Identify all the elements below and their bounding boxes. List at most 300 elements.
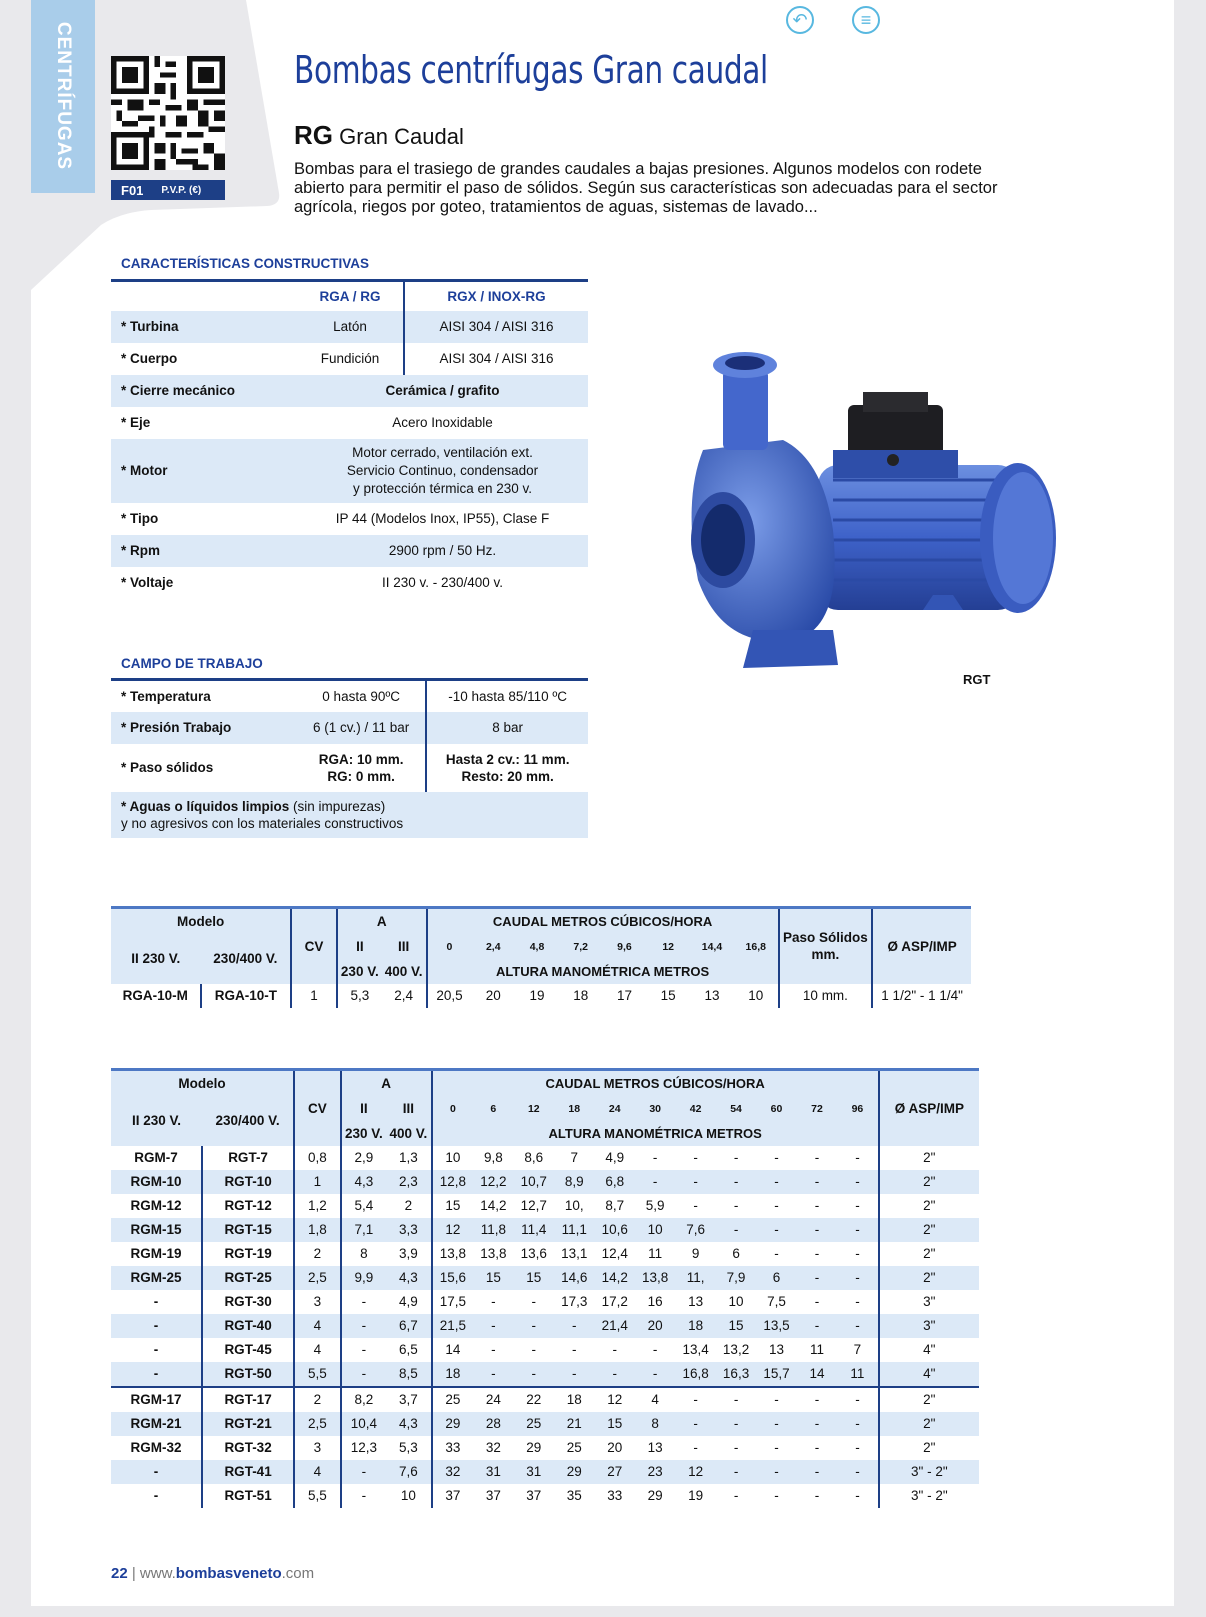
table-cell: 2" bbox=[879, 1387, 979, 1412]
table-cell: - bbox=[774, 1464, 779, 1479]
table-cell: 10 bbox=[728, 1294, 744, 1309]
table-cell: - bbox=[733, 1174, 739, 1189]
table-cell: - bbox=[153, 1342, 159, 1357]
table-cell: 32 bbox=[432, 1460, 473, 1484]
table-cell: 20 bbox=[485, 988, 501, 1003]
turbina-rgx: AISI 304 / AISI 316 bbox=[404, 311, 588, 343]
table-row bbox=[111, 1290, 979, 1314]
table-cell: RGT-41 bbox=[202, 1460, 294, 1484]
table-cell: 4,3 bbox=[399, 1416, 418, 1431]
table-cell: - bbox=[531, 1318, 537, 1333]
table-cell: 3" - 2" bbox=[879, 1460, 979, 1484]
table-cell: 16 bbox=[647, 1294, 663, 1309]
table-cell: RGM-21 bbox=[130, 1416, 182, 1431]
h-caudal: CAUDAL METROS CÚBICOS/HORA bbox=[427, 908, 779, 934]
table-cell: 2" bbox=[879, 1146, 979, 1170]
flow-4: 9,6 bbox=[603, 934, 647, 960]
table-cell: 2,5 bbox=[294, 1266, 341, 1290]
h2-cv: CV bbox=[294, 1070, 341, 1146]
table-cell: - bbox=[693, 1198, 698, 1213]
flow-header: 12 bbox=[514, 1096, 554, 1122]
table-cell: 7 bbox=[853, 1342, 862, 1357]
table-cell: 15,7 bbox=[763, 1366, 790, 1381]
table-cell: RGM-7 bbox=[134, 1150, 178, 1165]
table-cell: 5,3 bbox=[337, 984, 382, 1008]
h2-asp: Ø ASP/IMP bbox=[879, 1070, 979, 1146]
table-cell: - bbox=[341, 1290, 387, 1314]
cuerpo-rgx: AISI 304 / AISI 316 bbox=[404, 343, 588, 375]
table-cell: 12,4 bbox=[601, 1246, 628, 1261]
table-cell: - bbox=[612, 1342, 617, 1357]
table-row bbox=[111, 1218, 979, 1242]
table-cell: 5,5 bbox=[294, 1484, 341, 1508]
table-cell: 12 bbox=[432, 1218, 473, 1242]
table-cell: - bbox=[774, 1416, 779, 1431]
table-cell: 8,6 bbox=[524, 1150, 544, 1165]
flow-header: 72 bbox=[797, 1096, 837, 1122]
cierre-value: Cerámica / grafito bbox=[385, 383, 500, 398]
table-cell: 20,5 bbox=[427, 984, 472, 1008]
h2-modelo: Modelo bbox=[111, 1070, 294, 1096]
table-cell: 12 bbox=[688, 1464, 704, 1479]
table-cell: 15,6 bbox=[432, 1266, 473, 1290]
table-cell: - bbox=[814, 1318, 820, 1333]
table-cell: 14,2 bbox=[480, 1198, 507, 1213]
table-cell: 33 bbox=[432, 1436, 473, 1460]
table-cell: - bbox=[733, 1150, 739, 1165]
table-cell: - bbox=[693, 1392, 698, 1407]
table-cell: 15 bbox=[660, 988, 676, 1003]
table-cell: - bbox=[572, 1366, 577, 1381]
table-cell: 6,5 bbox=[399, 1342, 418, 1357]
flow-header: 54 bbox=[716, 1096, 756, 1122]
motor-label: * Motor bbox=[121, 463, 168, 478]
voltaje-label: * Voltaje bbox=[121, 575, 174, 590]
table-cell: - bbox=[774, 1198, 779, 1213]
table-cell: 4" bbox=[879, 1362, 979, 1387]
table-row bbox=[111, 1194, 979, 1218]
table-cell: 11 bbox=[850, 1366, 865, 1381]
table-cell: - bbox=[733, 1222, 739, 1237]
url-prefix: www. bbox=[139, 1565, 176, 1582]
table-cell: 2" bbox=[879, 1218, 979, 1242]
temp-v2: -10 hasta 85/110 ºC bbox=[426, 680, 588, 712]
table-cell: 15 bbox=[607, 1416, 623, 1431]
construction-table bbox=[111, 279, 588, 599]
table-cell: - bbox=[652, 1174, 658, 1189]
table-cell: 7,1 bbox=[341, 1218, 387, 1242]
table-cell: - bbox=[774, 1222, 779, 1237]
voltaje-value: II 230 v. - 230/400 v. bbox=[381, 575, 504, 590]
table-cell: 29 bbox=[566, 1464, 582, 1479]
table-cell: - bbox=[153, 1318, 159, 1333]
table-cell: RGT-19 bbox=[202, 1242, 294, 1266]
flow-header: 60 bbox=[756, 1096, 796, 1122]
table-cell: 10, bbox=[564, 1198, 584, 1213]
page-number: 22 bbox=[111, 1565, 128, 1582]
table-cell: 12,7 bbox=[520, 1198, 547, 1213]
subtitle bbox=[294, 120, 464, 151]
table-cell: 3" bbox=[879, 1314, 979, 1338]
table-cell: 21,5 bbox=[432, 1314, 473, 1338]
flow-2: 4,8 bbox=[515, 934, 559, 960]
table-cell: - bbox=[814, 1174, 820, 1189]
table-cell: RGT-40 bbox=[202, 1314, 294, 1338]
table-cell: 17 bbox=[616, 988, 632, 1003]
table-cell: 33 bbox=[607, 1488, 623, 1503]
table-cell: 12,8 bbox=[432, 1170, 473, 1194]
table-cell: - bbox=[652, 1342, 658, 1357]
table-cell: 3" - 2" bbox=[879, 1484, 979, 1508]
table-row bbox=[111, 1146, 979, 1170]
table-cell: - bbox=[572, 1318, 577, 1333]
table-cell: 4 bbox=[294, 1338, 341, 1362]
table-cell: 2,4 bbox=[394, 988, 414, 1003]
table-cell: 11, bbox=[686, 1270, 705, 1285]
table-cell: - bbox=[855, 1198, 860, 1213]
table-cell: - bbox=[774, 1392, 779, 1407]
table-cell: - bbox=[153, 1294, 159, 1309]
page-title: Bombas centrífugas Gran caudal bbox=[294, 48, 768, 92]
table-cell: 8,9 bbox=[564, 1174, 584, 1189]
table-cell: RGA-10-M bbox=[122, 988, 188, 1003]
h-ii: II bbox=[337, 934, 382, 960]
table-cell: - bbox=[733, 1198, 739, 1213]
table-cell: - bbox=[491, 1342, 496, 1357]
table-cell: - bbox=[774, 1246, 779, 1261]
table-cell: - bbox=[341, 1362, 387, 1387]
table-cell: - bbox=[855, 1270, 860, 1285]
table-cell: - bbox=[693, 1174, 698, 1189]
flow-5: 12 bbox=[646, 934, 690, 960]
table-cell: - bbox=[572, 1342, 577, 1357]
table-cell: - bbox=[814, 1222, 820, 1237]
table-cell: 2,3 bbox=[399, 1174, 418, 1189]
h-400v: 400 V. bbox=[382, 960, 427, 984]
table-cell: 10 bbox=[748, 988, 764, 1003]
table-cell: 17,3 bbox=[561, 1294, 588, 1309]
table-cell: RGM-32 bbox=[130, 1440, 182, 1455]
table-cell: 8,7 bbox=[605, 1198, 625, 1213]
table-cell: RGT-12 bbox=[202, 1194, 294, 1218]
table-cell: 23 bbox=[647, 1464, 663, 1479]
h2-230: II 230 V. bbox=[111, 1096, 202, 1146]
table-cell: 2" bbox=[879, 1170, 979, 1194]
table-cell: 2" bbox=[879, 1412, 979, 1436]
table-cell: RGA-10-T bbox=[201, 984, 292, 1008]
table-cell: 17,5 bbox=[432, 1290, 473, 1314]
h-230: II 230 V. bbox=[111, 934, 201, 984]
table-cell: 1 bbox=[294, 1170, 341, 1194]
table-cell: RGT-32 bbox=[202, 1436, 294, 1460]
work-table bbox=[111, 678, 588, 838]
table-cell: RGT-17 bbox=[202, 1387, 294, 1412]
h-asp: Ø ASP/IMP bbox=[872, 908, 971, 984]
table-cell: 4,3 bbox=[399, 1270, 418, 1285]
table-cell: - bbox=[855, 1488, 860, 1503]
turbina-label: * Turbina bbox=[121, 319, 179, 334]
table-cell: 19 bbox=[688, 1488, 704, 1503]
catalog-code: F01 bbox=[121, 182, 144, 198]
table-cell: 7 bbox=[570, 1150, 579, 1165]
table-cell: - bbox=[814, 1270, 820, 1285]
table-cell: RGT-25 bbox=[202, 1266, 294, 1290]
table-cell: 35 bbox=[566, 1488, 582, 1503]
table-cell: 5,9 bbox=[645, 1198, 665, 1213]
eje-value: Acero Inoxidable bbox=[392, 415, 493, 430]
table-cell: 10 bbox=[432, 1146, 473, 1170]
table-row bbox=[111, 984, 971, 1008]
table-cell: 13,8 bbox=[432, 1242, 473, 1266]
table-cell: 13,5 bbox=[763, 1318, 790, 1333]
table-cell: 4 bbox=[294, 1314, 341, 1338]
table-cell: 29 bbox=[647, 1488, 663, 1503]
table-cell: 3" bbox=[879, 1290, 979, 1314]
table-cell: 9,9 bbox=[341, 1266, 387, 1290]
table-cell: 7,6 bbox=[686, 1222, 705, 1237]
table-cell: 14 bbox=[432, 1338, 473, 1362]
table-cell: - bbox=[693, 1150, 698, 1165]
col-rga: RGA / RG bbox=[319, 288, 381, 304]
flow-header: 18 bbox=[554, 1096, 594, 1122]
table-cell: 20 bbox=[607, 1440, 623, 1455]
table-cell: RGM-17 bbox=[130, 1392, 182, 1407]
table-cell: 2" bbox=[879, 1194, 979, 1218]
flow-0: 0 bbox=[427, 934, 472, 960]
table-cell: 13,8 bbox=[642, 1270, 669, 1285]
table-cell: RGT-30 bbox=[202, 1290, 294, 1314]
h2-230v: 230 V. bbox=[341, 1122, 387, 1146]
table-cell: - bbox=[774, 1174, 779, 1189]
h2-400v: 400 V. bbox=[386, 1122, 432, 1146]
back-icon[interactable]: ↶ bbox=[786, 6, 814, 34]
table-cell: 2 bbox=[404, 1198, 413, 1213]
table-cell: - bbox=[814, 1440, 820, 1455]
table-cell: RGT-21 bbox=[202, 1412, 294, 1436]
table-cell: RGT-51 bbox=[202, 1484, 294, 1508]
flow-header: 24 bbox=[594, 1096, 634, 1122]
flow-header: 0 bbox=[432, 1096, 473, 1122]
table-cell: RGT-10 bbox=[202, 1170, 294, 1194]
flow-header: 6 bbox=[473, 1096, 513, 1122]
table-cell: - bbox=[612, 1366, 617, 1381]
table-row bbox=[111, 1338, 979, 1362]
footer: 22 | www.bombasveneto.com bbox=[111, 1565, 315, 1582]
h-iii: III bbox=[382, 934, 427, 960]
table-cell: 2" bbox=[879, 1436, 979, 1460]
url-suffix: .com bbox=[281, 1565, 315, 1582]
table-cell: 31 bbox=[526, 1464, 542, 1479]
tipo-value: IP 44 (Modelos Inox, IP55), Clase F bbox=[335, 511, 550, 526]
table-cell: 0,8 bbox=[294, 1146, 341, 1170]
table-cell: - bbox=[855, 1222, 860, 1237]
table-cell: 10 mm. bbox=[779, 984, 873, 1008]
table-cell: 3,9 bbox=[399, 1246, 418, 1261]
table-cell: - bbox=[774, 1488, 779, 1503]
paso-v1: RGA: 10 mm. RG: 0 mm. bbox=[318, 751, 404, 784]
table-cell: 8,2 bbox=[341, 1387, 387, 1412]
table-cell: 2 bbox=[294, 1387, 341, 1412]
table-cell: - bbox=[153, 1488, 159, 1503]
table-cell: - bbox=[774, 1440, 779, 1455]
table-cell: 13 bbox=[647, 1440, 663, 1455]
table-cell: - bbox=[733, 1392, 739, 1407]
cierre-label: * Cierre mecánico bbox=[121, 383, 236, 398]
table-cell: 29 bbox=[526, 1440, 542, 1455]
work-heading: CAMPO DE TRABAJO bbox=[121, 656, 263, 671]
table-cell: - bbox=[814, 1488, 820, 1503]
table-cell: 7,9 bbox=[726, 1270, 746, 1285]
subtitle-name: Gran Caudal bbox=[339, 124, 464, 149]
table-row bbox=[111, 1266, 979, 1290]
price-label: P.V.P. (€) bbox=[161, 184, 202, 196]
work-note: * Aguas o líquidos limpios (sin impurezas) y no agresivos con los materiales constructivos bbox=[121, 798, 404, 831]
table-row bbox=[111, 1170, 979, 1194]
table-cell: 10,7 bbox=[520, 1174, 547, 1189]
table-cell: 10,4 bbox=[341, 1412, 387, 1436]
table-cell: RGT-7 bbox=[202, 1146, 294, 1170]
flow-7: 16,8 bbox=[734, 934, 779, 960]
table-cell: - bbox=[814, 1150, 820, 1165]
menu-icon[interactable]: ≡ bbox=[852, 6, 880, 34]
table-cell: 37 bbox=[485, 1488, 501, 1503]
table-cell: - bbox=[855, 1174, 860, 1189]
table-cell: 21 bbox=[566, 1416, 582, 1431]
table-cell: 15 bbox=[526, 1270, 542, 1285]
table-cell: 14 bbox=[809, 1366, 825, 1381]
table-cell: - bbox=[855, 1392, 860, 1407]
table-cell: 8 bbox=[341, 1242, 387, 1266]
construction-heading: CARACTERÍSTICAS CONSTRUCTIVAS bbox=[121, 256, 370, 271]
table-cell: 11,8 bbox=[480, 1222, 506, 1237]
table-cell: - bbox=[814, 1198, 820, 1213]
table-cell: 7,5 bbox=[767, 1294, 786, 1309]
table-cell: 5,3 bbox=[399, 1440, 418, 1455]
table-cell: - bbox=[814, 1464, 820, 1479]
table-cell: 8,5 bbox=[399, 1366, 418, 1381]
table-cell: 13,6 bbox=[520, 1246, 547, 1261]
table-cell: 22 bbox=[526, 1392, 542, 1407]
table-cell: - bbox=[733, 1440, 739, 1455]
table-cell: 12,2 bbox=[480, 1174, 507, 1189]
h2-iii: III bbox=[386, 1096, 432, 1122]
table-row bbox=[111, 1484, 979, 1508]
motor-value: Motor cerrado, ventilación ext. Servicio Continuo, condensador y protección térmica en 230 v. bbox=[346, 444, 539, 496]
table-cell: - bbox=[652, 1366, 658, 1381]
table-cell: - bbox=[491, 1366, 496, 1381]
table-cell: 4 bbox=[294, 1460, 341, 1484]
table-cell: 2 bbox=[294, 1242, 341, 1266]
table-cell: 31 bbox=[485, 1464, 501, 1479]
table-row bbox=[111, 1412, 979, 1436]
table-cell: 15 bbox=[728, 1318, 744, 1333]
table-row bbox=[111, 1362, 979, 1387]
table-cell: - bbox=[814, 1416, 820, 1431]
table-cell: - bbox=[855, 1318, 860, 1333]
table-cell: 18 bbox=[566, 1392, 582, 1407]
table-cell: - bbox=[855, 1416, 860, 1431]
table-cell: - bbox=[855, 1150, 860, 1165]
table-cell: - bbox=[153, 1366, 159, 1381]
table-cell: 14,6 bbox=[561, 1270, 588, 1285]
table-cell: 17,2 bbox=[601, 1294, 628, 1309]
table-cell: 3 bbox=[294, 1436, 341, 1460]
table-cell: 8 bbox=[651, 1416, 659, 1431]
h2-400: 230/400 V. bbox=[202, 1096, 294, 1146]
table-cell: 13,4 bbox=[682, 1342, 709, 1357]
table-cell: 15 bbox=[485, 1270, 501, 1285]
table-cell: 10 bbox=[647, 1222, 663, 1237]
flow-1: 2,4 bbox=[471, 934, 515, 960]
table-row bbox=[111, 1387, 979, 1412]
table-cell: 13,2 bbox=[722, 1342, 750, 1357]
table-cell: 18 bbox=[573, 988, 589, 1003]
rpm-value: 2900 rpm / 50 Hz. bbox=[388, 543, 497, 558]
pres-v1: 6 (1 cv.) / 11 bar bbox=[313, 720, 410, 735]
url-domain: bombasveneto bbox=[175, 1565, 282, 1582]
table-cell: 19 bbox=[529, 988, 545, 1003]
spec-table-rgt bbox=[111, 1068, 979, 1508]
h-paso: Paso Sólidos mm. bbox=[779, 908, 873, 984]
table-cell: 10,6 bbox=[601, 1222, 628, 1237]
table-cell: 13,1 bbox=[561, 1246, 588, 1261]
table-cell: 4,9 bbox=[605, 1150, 625, 1165]
h-a: A bbox=[337, 908, 427, 934]
table-cell: - bbox=[652, 1150, 658, 1165]
tipo-label: * Tipo bbox=[121, 511, 159, 526]
table-cell: - bbox=[531, 1294, 537, 1309]
flow-6: 14,4 bbox=[690, 934, 734, 960]
table-cell: 2,5 bbox=[294, 1412, 341, 1436]
table-cell: - bbox=[814, 1392, 820, 1407]
qr-price-tag bbox=[111, 180, 225, 200]
table-cell: 1,3 bbox=[399, 1150, 418, 1165]
table-row bbox=[111, 1460, 979, 1484]
table-cell: 11 bbox=[809, 1342, 824, 1357]
temp-label: * Temperatura bbox=[121, 688, 211, 704]
table-cell: - bbox=[733, 1464, 739, 1479]
table-cell: - bbox=[341, 1484, 387, 1508]
table-cell: - bbox=[855, 1464, 860, 1479]
rpm-label: * Rpm bbox=[121, 543, 161, 558]
table-cell: RGT-50 bbox=[202, 1362, 294, 1387]
table-cell: - bbox=[153, 1464, 159, 1479]
h-230v: 230 V. bbox=[337, 960, 382, 984]
table-cell: 13 bbox=[769, 1342, 785, 1357]
table-cell: 32 bbox=[485, 1440, 501, 1455]
table-cell: - bbox=[531, 1366, 537, 1381]
table-cell: 20 bbox=[647, 1318, 663, 1333]
table-cell: 3,3 bbox=[399, 1222, 418, 1237]
table-cell: - bbox=[693, 1440, 698, 1455]
col-rgx: RGX / INOX-RG bbox=[404, 281, 588, 311]
table-cell: - bbox=[814, 1246, 820, 1261]
table-cell: 5,5 bbox=[294, 1362, 341, 1387]
table-cell: 29 bbox=[432, 1412, 473, 1436]
table-cell: - bbox=[341, 1314, 387, 1338]
h-modelo: Modelo bbox=[111, 908, 291, 934]
h2-caudal: CAUDAL METROS CÚBICOS/HORA bbox=[432, 1070, 879, 1096]
table-cell: - bbox=[341, 1338, 387, 1362]
table-cell: 18 bbox=[432, 1362, 473, 1387]
side-tab-label: CENTRÍFUGAS bbox=[53, 21, 74, 171]
table-cell: 25 bbox=[566, 1440, 582, 1455]
h2-ii: II bbox=[341, 1096, 387, 1122]
table-cell: 25 bbox=[432, 1387, 473, 1412]
page bbox=[31, 0, 1174, 1606]
table-cell: 1 bbox=[291, 984, 337, 1008]
cuerpo-label: * Cuerpo bbox=[121, 351, 178, 366]
